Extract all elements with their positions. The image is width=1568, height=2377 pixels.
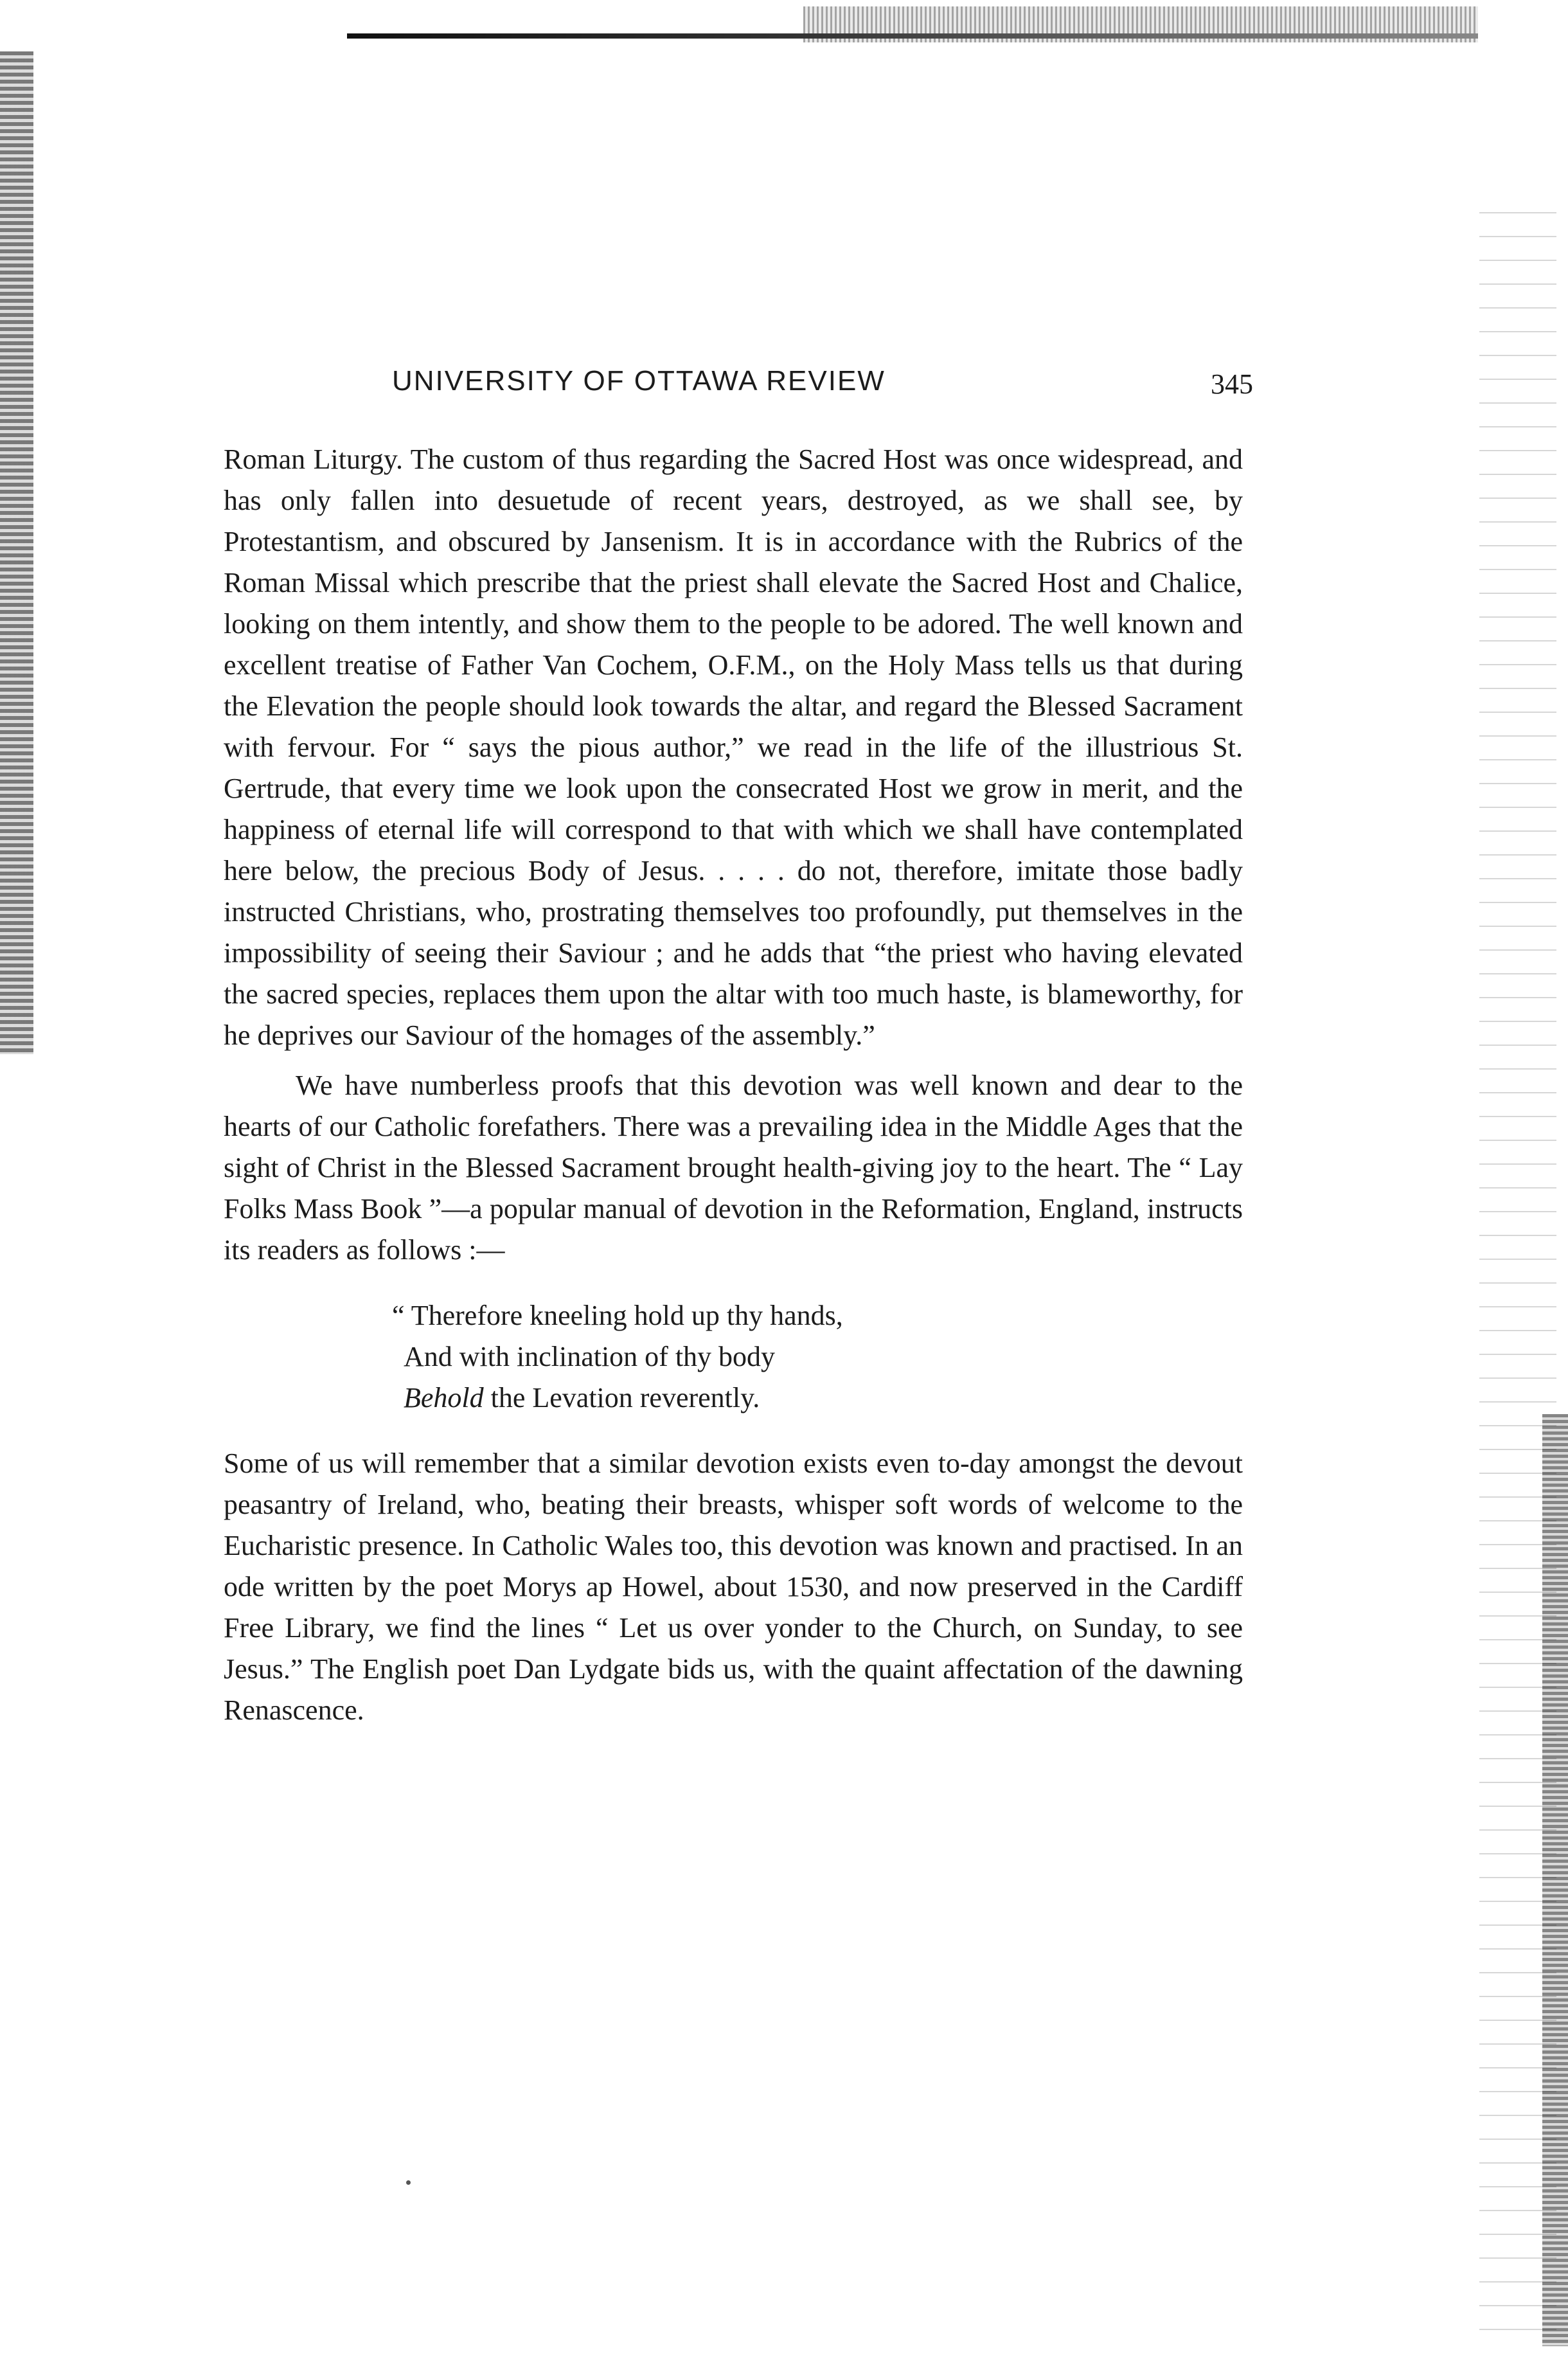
journal-title: UNIVERSITY OF OTTAWA REVIEW: [392, 365, 886, 397]
verse-line: “ Therefore kneeling hold up thy hands,: [392, 1300, 843, 1331]
verse-emphasis: Behold: [404, 1382, 484, 1413]
stray-mark: [406, 2180, 411, 2185]
top-rule: [347, 33, 1478, 39]
verse-line: And with inclination of thy body: [404, 1341, 776, 1372]
article-body: [224, 439, 1243, 1731]
running-head: [225, 365, 1253, 410]
paragraph: Some of us will remember that a similar devotion exists even to-day amongst the devout peasantry of Ireland, who, beating their breasts, whisper soft words of welcome to the Eucharistic presence. In Catholic Wales too, this devotion was known and practised. In an ode written by the poet Morys ap Howel, about 1530, and now preserved in the Cardiff Free Library, we find the lines “ Let us over yonder to the Church, on Sunday, to see Jesus.” The English poet Dan Lydgate bids us, with the quaint affectation of the dawning Renascence.: [224, 1448, 1243, 1726]
paragraph: Roman Liturgy. The custom of thus regarding the Sacred Host was once widespread, and has only fallen into desuetude of recent years, destroyed, as we shall see, by Protestantism, and obscured by Jansenism. It is in accordance with the Rubrics of the Roman Missal which prescribe that the priest shall elevate the Sacred Host and Chalice, looking on them intently, and show them to the people to be adored. The well known and excellent treatise of Father Van Cochem, O.F.M., on the Holy Mass tells us that during the Elevation the people should look towards the altar, and regard the Blessed Sacrament with fervour. For “ says the pious author,” we read in the life of the illustrious St. Gertrude, that every time we look upon the consecrated Host we grow in merit, and the happiness of eternal life will correspond to that with which we shall have contemplated here below, the precious Body of Jesus. . . . . do not, therefore, imitate those badly instructed Christians, who, prostrating themselves too profoundly, put themselves in the impossibility of seeing their Saviour ; and he adds that “the priest who having elevated the sacred species, replaces them upon the altar with too much haste, is blameworthy, for he deprives our Saviour of the homages of the assembly.”: [224, 444, 1243, 1051]
verse-line: [392, 1377, 1243, 1419]
verse-line-rest: the Levation reverently.: [483, 1382, 760, 1413]
page-edge-shadow: [1542, 1414, 1568, 2346]
page-number: 345: [1211, 368, 1253, 400]
binding-shadow: [0, 51, 33, 1054]
paragraph: We have numberless proofs that this devotion was well known and dear to the hearts of our Catholic forefathers. There was a prevailing idea in the Middle Ages that the sight of Christ in the Blessed Sacrament brought health-giving joy to the heart. The “ Lay Folks Mass Book ”—a popular manual of devotion in the Reformation, England, instructs its readers as follows :—: [224, 1070, 1243, 1266]
verse-quotation: [392, 1295, 1243, 1419]
